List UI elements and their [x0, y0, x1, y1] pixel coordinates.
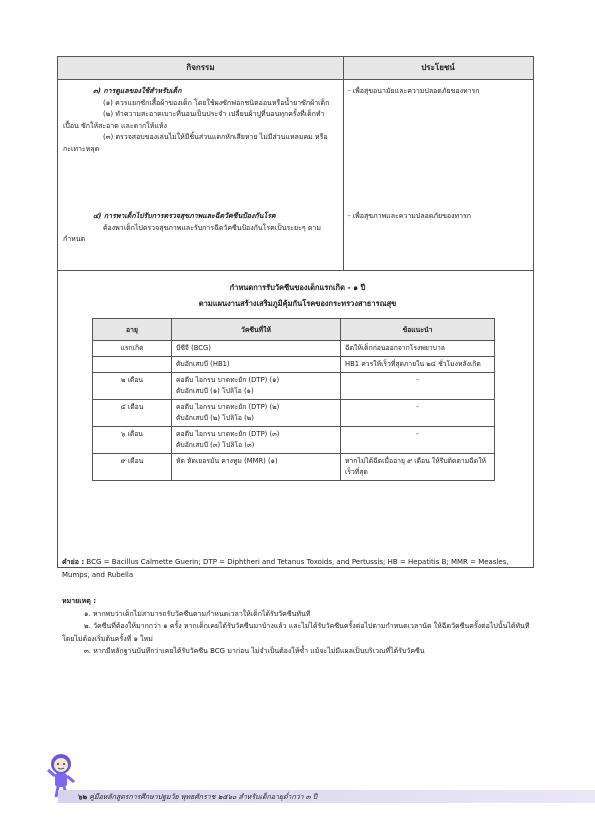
- col-vaccine-header: วัคซีนที่ให้: [172, 319, 341, 341]
- abbr-text: BCG = Bacillus Calmette Guerin; DTP = Diphtheri and Tetanus Toxoids, and Pertussis; HB = Hepatitis B; MMR = Measles, Mumps, and Rubella: [62, 558, 509, 579]
- advice-cell: -: [341, 400, 495, 427]
- vaccine-subtitle: ตามแผนงานสร้างเสริมภูมิคุ้มกันโรคของกระทรวงสาธารณสุข: [198, 299, 397, 308]
- vaccine-cell: [172, 400, 341, 427]
- table-row: [93, 400, 495, 427]
- vaccine-table: [92, 318, 495, 481]
- activity-table-header: [58, 57, 533, 80]
- section-4-title: ๔) การพาเด็กไปรับการตรวจสุขภาพและฉีดวัคซีนป้องกันโรค: [93, 212, 276, 220]
- vaccine-cell: [172, 373, 341, 400]
- vaccine-cell: บีซีจี (BCG): [172, 341, 341, 357]
- abbreviations: [62, 556, 532, 581]
- advice-cell: HB1 ควรให้เร็วที่สุดภายใน ๒๔ ชั่วโมงหลังเกิด: [341, 357, 495, 373]
- vaccine-title: กำหนดการรับวัคซีนของเด็กแรกเกิด - ๑ ปี: [229, 283, 366, 292]
- advice-cell: หากไม่ได้ฉีดเมื่ออายุ ๙ เดือน ให้รีบติดตามฉีดให้เร็วที่สุด: [341, 454, 495, 481]
- footer: [78, 792, 317, 803]
- age-cell: ๒ เดือน: [93, 373, 172, 400]
- section-3-title: ๓) การดูแลของใช้สำหรับเด็ก: [93, 87, 182, 95]
- col-age-header: อายุ: [93, 319, 172, 341]
- age-cell: ๖ เดือน: [93, 427, 172, 454]
- section-3-item: (๓) ตรวจสอบของเล่นไม่ให้มีชิ้นส่วนแตกหักเสียหาย ไม่มีส่วนแหลมคม หรือกะเทาะหลุด: [63, 133, 328, 153]
- vaccine-cell: ตับอักเสบบี (HB1): [172, 357, 341, 373]
- section-3-item: (๑) ควรแยกซักเสื้อผ้าของเด็ก โดยใช้ผงซักฟอกชนิดอ่อนหรือน้ำยาซักผ้าเด็ก: [103, 98, 330, 107]
- col-benefit-header: ประโยชน์: [421, 63, 455, 72]
- section-4-benefit: - เพื่อสุขภาพและความปลอดภัยของทารก: [348, 212, 472, 220]
- vaccine-line: ตับอักเสบบี (๒) โปลิโอ (๒): [176, 414, 254, 422]
- vaccine-line: คอตีบ ไอกรน บาดทะยัก (DTP) (๑): [176, 376, 280, 384]
- footer-title: คู่มือหลักสูตรการศึกษาปฐมวัย พุทธศักราช ๒๕๖๐ สำหรับเด็กอายุต่ำกว่า ๓ ปี: [89, 793, 318, 801]
- activity-table: [57, 56, 534, 271]
- section-4: [63, 211, 338, 246]
- remark-item: ๑. หากพบว่าเด็กไม่สามารถรับวัคซีนตามกำหนดเวลาให้เด็กได้รับวัคซีนทันที: [84, 609, 311, 618]
- remarks: [62, 595, 532, 658]
- advice-cell: -: [341, 373, 495, 400]
- table-row: [93, 341, 495, 357]
- vaccine-cell: หัด หัดเยอรมัน คางทูม (MMR) (๑): [172, 454, 341, 481]
- vaccine-line: ตับอักเสบบี (๓) โปลิโอ (๓): [176, 441, 255, 449]
- age-cell: ๙ เดือน: [93, 454, 172, 481]
- vaccine-table-header: [93, 319, 495, 341]
- remark-label: หมายเหตุ :: [62, 597, 97, 605]
- age-cell: [93, 357, 172, 373]
- age-cell: ๔ เดือน: [93, 400, 172, 427]
- table-row: [93, 357, 495, 373]
- col-activity-header: กิจกรรม: [58, 57, 344, 79]
- vaccine-line: คอตีบ ไอกรน บาดทะยัก (DTP) (๒): [176, 403, 280, 411]
- page-number: ๖๒: [78, 793, 88, 801]
- vaccine-line: ตับอักเสบบี (๑) โปลิโอ (๑): [176, 387, 254, 395]
- section-3: [63, 86, 338, 155]
- col-advice-header: ข้อแนะนำ: [341, 319, 495, 341]
- table-row: [93, 373, 495, 400]
- advice-cell: ฉีดให้เด็กก่อนออกจากโรงพยาบาล: [341, 341, 495, 357]
- remark-item: ๓. หากมีหลักฐานบันทึกว่าเคยได้รับวัคซีน BCG มาก่อน ไม่จำเป็นต้องให้ซ้ำ แม้จะไม่มีแผลเป็นบริเวณที่ได้รับวัคซีน: [84, 647, 425, 655]
- abbr-label: คำย่อ :: [62, 558, 85, 566]
- column-divider: [343, 79, 344, 270]
- section-3-benefit: - เพื่อสุขอนามัยและความปลอดภัยของทารก: [348, 87, 480, 95]
- advice-cell: -: [341, 427, 495, 454]
- age-cell: แรกเกิด: [93, 341, 172, 357]
- section-4-text: ต้องพาเด็กไปตรวจสุขภาพและรับการฉีดวัคซีนป้องกันโรคเป็นระยะๆ ตามกำหนด: [63, 223, 321, 243]
- vaccine-line: คอตีบ ไอกรน บาดทะยัก (DTP) (๓): [176, 430, 280, 438]
- vaccine-cell: [172, 427, 341, 454]
- remark-item: ๒. วัคซีนที่ต้องให้มากกว่า ๑ ครั้ง หากเด็กเคยได้รับวัคซีนมาบ้างแล้ว และไม่ได้รับวัคซีนครั้งต่อไปตามกำหนดเวลานัด ให้ฉีดวัคซีนครั้งต่อไปนั้นได้ทันที โดยไม่ต้องเริ่มต้นครั้งที่ ๑ ใหม่: [62, 622, 530, 643]
- table-row: [93, 454, 495, 481]
- table-row: [93, 427, 495, 454]
- section-3-item: (๒) ทำความสะอาดเบาะที่นอนเป็นประจำ เปลี่ยนผ้าปูที่นอนทุกครั้งที่เด็กทำเปื้อน ซักให้สะอาด และตากให้แห้ง: [63, 110, 325, 130]
